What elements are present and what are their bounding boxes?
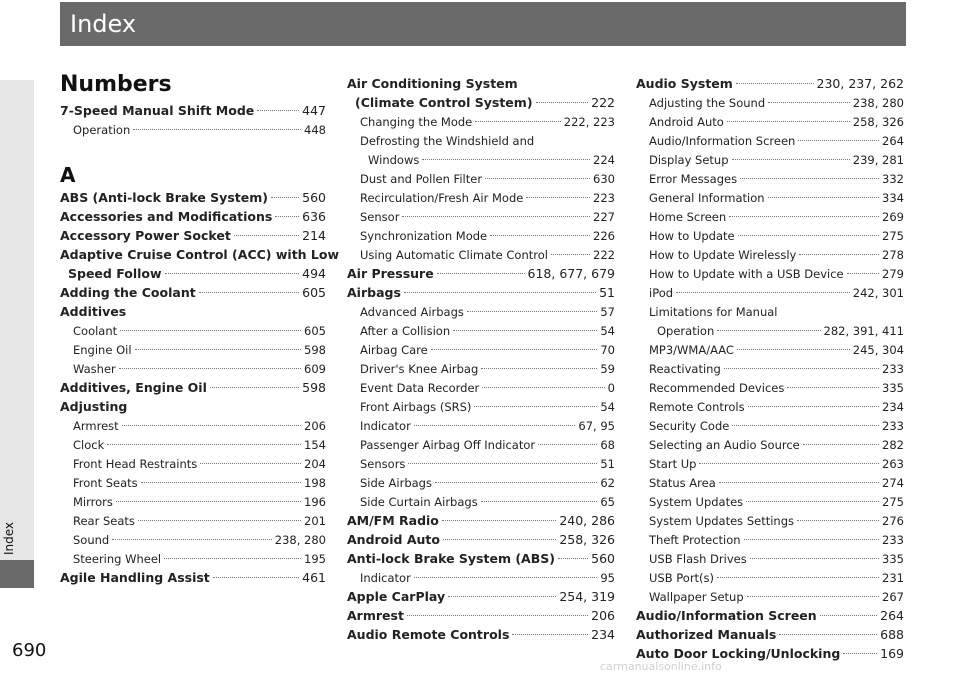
page-header	[60, 2, 906, 46]
index-subentry[interactable]: Display Setup 239, 281	[649, 153, 904, 167]
index-subentry[interactable]: Operation 448	[73, 123, 326, 137]
index-subentry[interactable]: Event Data Recorder 0	[360, 381, 615, 395]
index-subentry[interactable]: iPod 242, 301	[649, 286, 904, 300]
index-subentry[interactable]: Synchronization Mode 226	[360, 229, 615, 243]
index-subentry[interactable]: Front Head Restraints 204	[73, 457, 326, 471]
index-subentry[interactable]: Passenger Airbag Off Indicator 68	[360, 438, 615, 452]
page-number: 690	[12, 640, 47, 661]
index-subentry[interactable]: Rear Seats 201	[73, 514, 326, 528]
index-entry[interactable]: Airbags 51	[347, 285, 615, 300]
index-subentry[interactable]: Using Automatic Climate Control 222	[360, 248, 615, 262]
index-subentry[interactable]: Status Area 274	[649, 476, 904, 490]
index-entry[interactable]: Armrest 206	[347, 608, 615, 623]
index-subentry[interactable]: Sound 238, 280	[73, 533, 326, 547]
index-entry[interactable]: Air Pressure 618, 677, 679	[347, 266, 615, 281]
index-subentry-continued[interactable]: Windows 224	[368, 153, 615, 167]
page-title: Index	[70, 10, 137, 38]
index-subentry[interactable]: Front Seats 198	[73, 476, 326, 490]
index-entry[interactable]: Accessories and Modifications 636	[60, 209, 326, 224]
index-subentry-continued[interactable]: Operation 282, 391, 411	[657, 324, 904, 338]
index-subentry[interactable]: Remote Controls 234	[649, 400, 904, 414]
index-subentry[interactable]: Airbag Care 70	[360, 343, 615, 357]
index-subentry[interactable]: Selecting an Audio Source 282	[649, 438, 904, 452]
index-subentry[interactable]: Theft Protection 233	[649, 533, 904, 547]
index-subentry[interactable]: USB Flash Drives 335	[649, 552, 904, 566]
index-subentry[interactable]: Mirrors 196	[73, 495, 326, 509]
index-subentry[interactable]: Recommended Devices 335	[649, 381, 904, 395]
index-subentry[interactable]: Home Screen 269	[649, 210, 904, 224]
index-entry[interactable]: Audio/Information Screen 264	[636, 608, 904, 623]
index-entry-continued[interactable]: (Climate Control System) 222	[355, 95, 615, 110]
index-subentry[interactable]: System Updates 275	[649, 495, 904, 509]
index-entry[interactable]: Apple CarPlay 254, 319	[347, 589, 615, 604]
index-subentry[interactable]: Advanced Airbags 57	[360, 305, 615, 319]
index-subentry[interactable]: Armrest 206	[73, 419, 326, 433]
index-subentry[interactable]: Washer 609	[73, 362, 326, 376]
index-subentry[interactable]: Start Up 263	[649, 457, 904, 471]
index-subentry[interactable]: Coolant 605	[73, 324, 326, 338]
index-subentry[interactable]: Side Curtain Airbags 65	[360, 495, 615, 509]
index-subentry[interactable]: General Information 334	[649, 191, 904, 205]
index-entry[interactable]: Adjusting	[60, 399, 128, 414]
section-heading-numbers: Numbers	[60, 72, 172, 97]
section-heading-a: A	[60, 163, 76, 187]
index-entry[interactable]: Adding the Coolant 605	[60, 285, 326, 300]
index-entry[interactable]: AM/FM Radio 240, 286	[347, 513, 615, 528]
index-entry[interactable]: Additives, Engine Oil 598	[60, 380, 326, 395]
index-subentry[interactable]: Adjusting the Sound 238, 280	[649, 96, 904, 110]
index-subentry[interactable]: Sensor 227	[360, 210, 615, 224]
index-subentry[interactable]: System Updates Settings 276	[649, 514, 904, 528]
index-entry[interactable]: Agile Handling Assist 461	[60, 570, 326, 585]
index-subentry[interactable]: Security Code 233	[649, 419, 904, 433]
index-subentry[interactable]: Front Airbags (SRS) 54	[360, 400, 615, 414]
index-subentry[interactable]: Defrosting the Windshield and	[360, 134, 535, 148]
index-subentry[interactable]: MP3/WMA/AAC 245, 304	[649, 343, 904, 357]
index-subentry[interactable]: How to Update Wirelessly 278	[649, 248, 904, 262]
index-subentry[interactable]: USB Port(s) 231	[649, 571, 904, 585]
index-subentry[interactable]: Wallpaper Setup 267	[649, 590, 904, 604]
index-entry[interactable]: 7-Speed Manual Shift Mode 447	[60, 103, 326, 118]
index-subentry[interactable]: Sensors 51	[360, 457, 615, 471]
index-subentry[interactable]: Changing the Mode 222, 223	[360, 115, 615, 129]
side-tab-label: Index	[2, 521, 16, 555]
index-entry[interactable]: Additives	[60, 304, 127, 319]
index-subentry[interactable]: How to Update 275	[649, 229, 904, 243]
index-subentry[interactable]: Steering Wheel 195	[73, 552, 326, 566]
side-index-tab[interactable]	[0, 80, 34, 560]
side-tab-marker	[0, 560, 34, 588]
index-subentry[interactable]: Engine Oil 598	[73, 343, 326, 357]
index-entry[interactable]: Accessory Power Socket 214	[60, 228, 326, 243]
watermark-text: carmanualsonline.info	[600, 660, 722, 673]
index-subentry[interactable]: Error Messages 332	[649, 172, 904, 186]
index-subentry[interactable]: Clock 154	[73, 438, 326, 452]
index-subentry[interactable]: Audio/Information Screen 264	[649, 134, 904, 148]
index-entry[interactable]: Air Conditioning System	[347, 76, 518, 91]
index-subentry[interactable]: Indicator 95	[360, 571, 615, 585]
index-subentry[interactable]: Limitations for Manual	[649, 305, 778, 319]
index-entry[interactable]: Audio Remote Controls 234	[347, 627, 615, 642]
index-entry[interactable]: Adaptive Cruise Control (ACC) with Low	[60, 247, 340, 262]
index-subentry[interactable]: Android Auto 258, 326	[649, 115, 904, 129]
index-subentry[interactable]: Side Airbags 62	[360, 476, 615, 490]
index-subentry[interactable]: How to Update with a USB Device 279	[649, 267, 904, 281]
index-entry[interactable]: Anti-lock Brake System (ABS) 560	[347, 551, 615, 566]
index-subentry[interactable]: Dust and Pollen Filter 630	[360, 172, 615, 186]
index-entry[interactable]: Audio System 230, 237, 262	[636, 76, 904, 91]
index-entry[interactable]: Authorized Manuals 688	[636, 627, 904, 642]
index-subentry[interactable]: Reactivating 233	[649, 362, 904, 376]
index-entry[interactable]: ABS (Anti-lock Brake System) 560	[60, 190, 326, 205]
index-subentry[interactable]: Recirculation/Fresh Air Mode 223	[360, 191, 615, 205]
index-subentry[interactable]: Indicator 67, 95	[360, 419, 615, 433]
index-entry-continued[interactable]: Speed Follow 494	[68, 266, 326, 281]
index-entry[interactable]: Android Auto 258, 326	[347, 532, 615, 547]
index-subentry[interactable]: Driver's Knee Airbag 59	[360, 362, 615, 376]
index-subentry[interactable]: After a Collision 54	[360, 324, 615, 338]
index-entry[interactable]: Auto Door Locking/Unlocking 169	[636, 646, 904, 661]
